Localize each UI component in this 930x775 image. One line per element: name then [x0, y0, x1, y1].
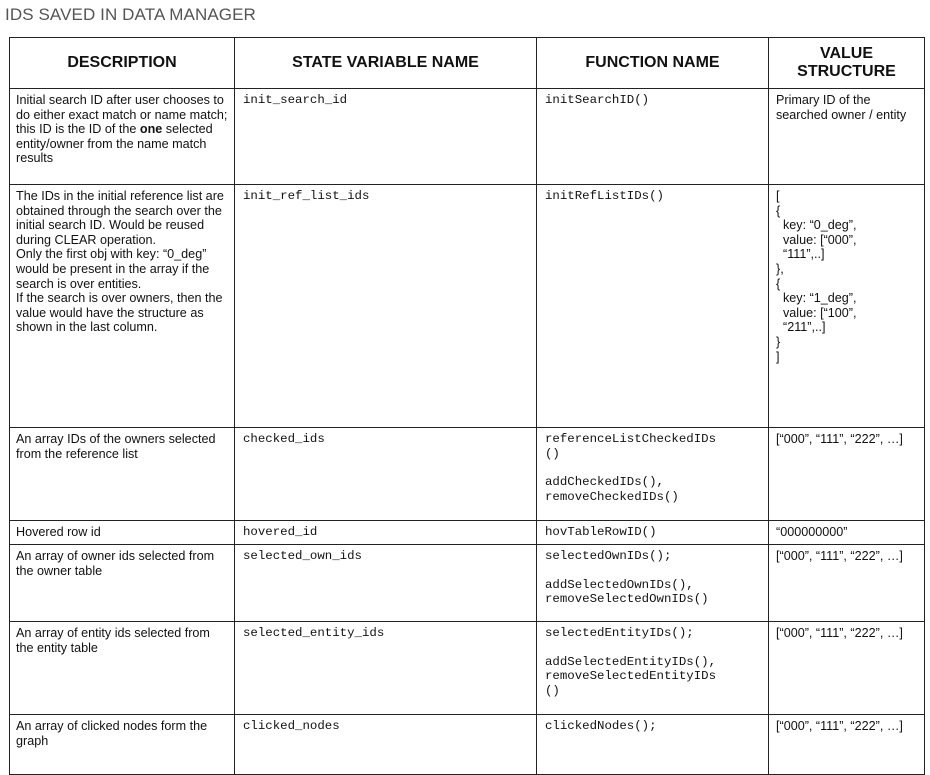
- value-line: }: [776, 334, 781, 349]
- description-paragraph: If the search is over owners, then the value would have the structure as shown in the last column.: [16, 291, 223, 335]
- description-text: Initial search ID after user chooses to do either exact match or name match; this ID is the ID of the: [16, 93, 228, 137]
- function-cell: [537, 545, 769, 622]
- value-cell: “000000000”: [769, 521, 925, 545]
- header-state-variable-name: STATE VARIABLE NAME: [235, 38, 537, 89]
- table-row: [10, 428, 925, 521]
- value-line: value: [“100”,: [783, 305, 857, 320]
- state-variable-cell: hovered_id: [235, 521, 537, 545]
- description-cell: An array of clicked nodes form the graph: [10, 715, 235, 775]
- state-variable-cell: init_ref_list_ids: [235, 185, 537, 428]
- state-variable-cell: selected_own_ids: [235, 545, 537, 622]
- function-name: addSelectedEntityIDs(),: [545, 654, 717, 669]
- state-variable-cell: clicked_nodes: [235, 715, 537, 775]
- state-variable-cell: init_search_id: [235, 89, 537, 185]
- value-line: },: [776, 261, 784, 276]
- page-title: IDS SAVED IN DATA MANAGER: [5, 5, 256, 24]
- description-cell: An array of owner ids selected from the owner table: [10, 545, 235, 622]
- description-cell: [10, 185, 235, 428]
- function-name: removeSelectedOwnIDs(): [545, 592, 709, 607]
- table-row: [10, 545, 925, 622]
- table-header-row: [10, 38, 925, 89]
- function-name: selectedOwnIDs();: [545, 549, 672, 563]
- function-cell: [537, 622, 769, 715]
- value-line: key: “0_deg”,: [783, 218, 857, 233]
- description-cell: Hovered row id: [10, 521, 235, 545]
- value-cell: [“000”, “111”, “222”, …]: [769, 715, 925, 775]
- function-name: addCheckedIDs(),: [545, 475, 664, 490]
- function-cell: [537, 521, 769, 545]
- ids-table: [9, 37, 925, 775]
- header-value-line1: VALUE: [819, 45, 874, 62]
- description-cell: An array of entity ids selected from the entity table: [10, 622, 235, 715]
- function-name: initSearchID(): [545, 93, 650, 107]
- function-name: removeCheckedIDs(): [545, 489, 679, 504]
- function-name: selectedEntityIDs();: [545, 626, 694, 640]
- value-line: ]: [776, 349, 780, 364]
- value-cell: [“000”, “111”, “222”, …]: [769, 622, 925, 715]
- value-cell: [769, 185, 925, 428]
- table-row: [10, 715, 925, 775]
- value-line: “111”,..]: [783, 247, 825, 262]
- header-value-structure: [769, 38, 925, 89]
- description-cell: [10, 89, 235, 185]
- header-value-line2: STRUCTURE: [797, 63, 896, 80]
- value-cell: [“000”, “111”, “222”, …]: [769, 545, 925, 622]
- value-line: key: “1_deg”,: [783, 291, 857, 306]
- description-paragraph: Only the first obj with key: “0_deg” would be present in the array if the search is over entities.: [16, 247, 210, 291]
- function-name: (): [545, 446, 560, 461]
- function-name: hovTableRowID(): [545, 525, 657, 539]
- description-cell: An array IDs of the owners selected from the reference list: [10, 428, 235, 521]
- value-cell: Primary ID of the searched owner / entity: [769, 89, 925, 185]
- function-cell: [537, 715, 769, 775]
- function-cell: [537, 89, 769, 185]
- function-name: removeSelectedEntityIDs: [545, 669, 717, 684]
- function-cell: [537, 428, 769, 521]
- value-line: “211”,..]: [783, 320, 826, 335]
- function-cell: [537, 185, 769, 428]
- table-row: [10, 89, 925, 185]
- header-description: DESCRIPTION: [10, 38, 235, 89]
- description-paragraph: The IDs in the initial reference list are obtained through the search over the initial search ID. Would be reused during CLEAR operation.: [16, 189, 224, 247]
- function-name: referenceListCheckedIDs: [545, 432, 717, 446]
- value-cell: [“000”, “111”, “222”, …]: [769, 428, 925, 521]
- function-name: clickedNodes();: [545, 719, 657, 733]
- state-variable-cell: selected_entity_ids: [235, 622, 537, 715]
- value-line: value: [“000”,: [783, 232, 857, 247]
- function-name: (): [545, 683, 560, 698]
- table-row: [10, 521, 925, 545]
- function-name: addSelectedOwnIDs(),: [545, 577, 694, 592]
- description-text: selected entity/owner from the name match results: [16, 122, 213, 166]
- value-line: {: [776, 203, 781, 218]
- table-row: [10, 622, 925, 715]
- state-variable-cell: checked_ids: [235, 428, 537, 521]
- table-row: [10, 185, 925, 428]
- header-function-name: FUNCTION NAME: [537, 38, 769, 89]
- value-line: [: [776, 189, 780, 203]
- function-name: initRefListIDs(): [545, 189, 664, 203]
- description-emphasis: one: [139, 122, 163, 137]
- value-line: {: [776, 276, 781, 291]
